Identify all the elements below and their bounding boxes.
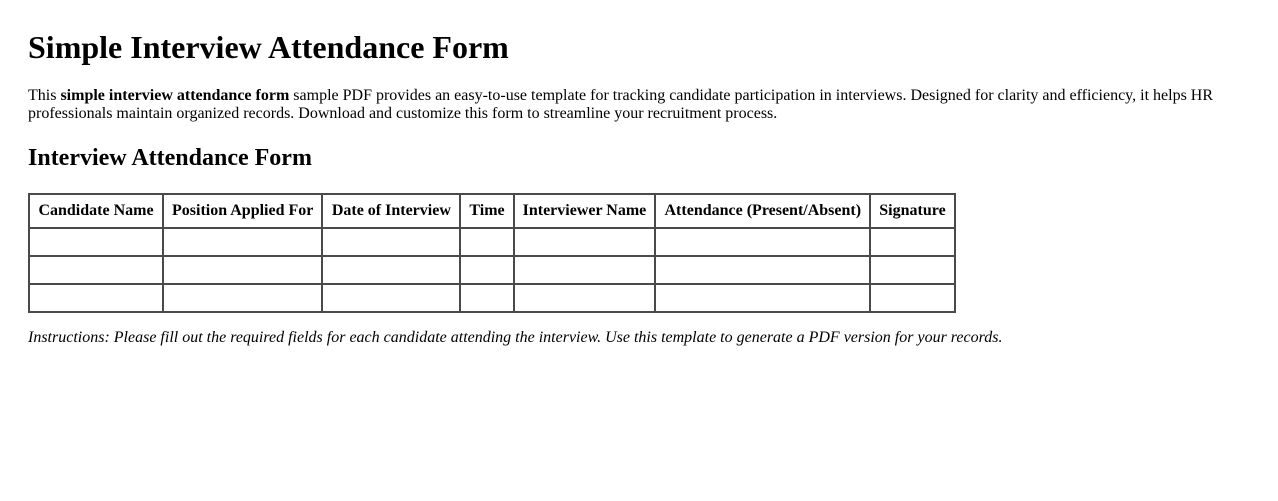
intro-bold-phrase: simple interview attendance form xyxy=(60,87,290,104)
cell-attendance[interactable] xyxy=(655,256,870,284)
column-header-date-of-interview: Date of Interview xyxy=(322,194,460,228)
column-header-attendance: Attendance (Present/Absent) xyxy=(655,194,870,228)
cell-signature[interactable] xyxy=(870,228,954,256)
cell-attendance[interactable] xyxy=(655,284,870,312)
column-header-signature: Signature xyxy=(870,194,954,228)
cell-attendance[interactable] xyxy=(655,228,870,256)
column-header-position-applied-for: Position Applied For xyxy=(163,194,322,228)
cell-date-of-interview[interactable] xyxy=(322,256,460,284)
cell-position-applied-for[interactable] xyxy=(163,284,322,312)
column-header-time: Time xyxy=(460,194,513,228)
intro-suffix: sample PDF provides an easy-to-use template for tracking candidate participation in interviews. Designed for clarity and efficiency, it helps HR professionals maintain organized records. Download and customize this form to streamline your recruitment process. xyxy=(28,87,1214,122)
page-title: Simple Interview Attendance Form xyxy=(28,29,509,65)
cell-time[interactable] xyxy=(460,284,513,312)
cell-position-applied-for[interactable] xyxy=(163,256,322,284)
cell-time[interactable] xyxy=(460,256,513,284)
cell-time[interactable] xyxy=(460,228,513,256)
table-row xyxy=(29,228,955,256)
cell-candidate-name[interactable] xyxy=(29,228,163,256)
cell-candidate-name[interactable] xyxy=(29,256,163,284)
cell-interviewer-name[interactable] xyxy=(514,228,656,256)
cell-interviewer-name[interactable] xyxy=(514,284,656,312)
cell-interviewer-name[interactable] xyxy=(514,256,656,284)
table-row xyxy=(29,256,955,284)
intro-paragraph xyxy=(28,87,1228,123)
column-header-interviewer-name: Interviewer Name xyxy=(514,194,656,228)
table-header-row xyxy=(29,194,955,228)
intro-prefix: This xyxy=(28,87,61,104)
cell-date-of-interview[interactable] xyxy=(322,228,460,256)
cell-position-applied-for[interactable] xyxy=(163,228,322,256)
cell-signature[interactable] xyxy=(870,284,954,312)
attendance-table xyxy=(28,193,956,313)
section-title: Interview Attendance Form xyxy=(28,145,312,171)
column-header-candidate-name: Candidate Name xyxy=(29,194,163,228)
instructions-text: Instructions: Please fill out the required fields for each candidate attending the interview. Use this template to generate a PDF version for your records. xyxy=(28,329,1003,346)
table-row xyxy=(29,284,955,312)
cell-date-of-interview[interactable] xyxy=(322,284,460,312)
cell-signature[interactable] xyxy=(870,256,954,284)
cell-candidate-name[interactable] xyxy=(29,284,163,312)
